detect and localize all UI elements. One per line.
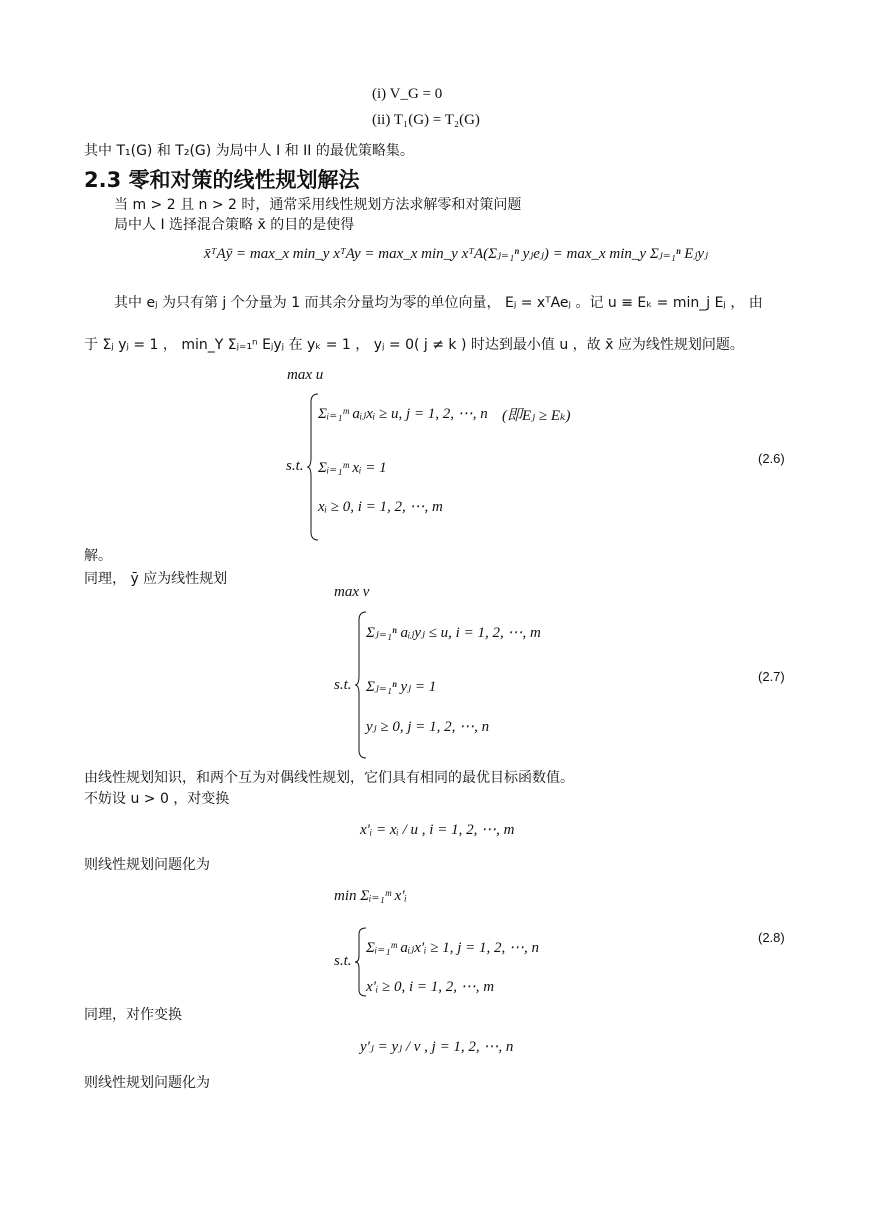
reduce-text-2: 则线性规划问题化为: [84, 1075, 210, 1091]
transform-y: y'ⱼ = yⱼ / v , j = 1, 2, ⋯, n: [360, 1039, 514, 1055]
lp2-constraint-1: Σⱼ₌₁ⁿ aᵢⱼyⱼ ≤ u, i = 1, 2, ⋯, m: [366, 625, 541, 641]
unit-vector-paragraph-line-1: 其中 eⱼ 为只有第 j 个分量为 1 而其余分量均为零的单位向量， Eⱼ = xᵀAeⱼ 。记 u ≡ Eₖ = min_j Eⱼ ， 由: [114, 295, 763, 311]
lp1-st: s.t.: [286, 458, 304, 474]
intro-line-1: 当 m > 2 且 n > 2 时，通常采用线性规划方法求解零和对策问题: [114, 197, 522, 213]
equation-number-2-8: (2.8): [758, 930, 785, 945]
lp1-objective: max u: [287, 367, 324, 383]
lp2-constraint-3: yⱼ ≥ 0, j = 1, 2, ⋯, n: [366, 719, 490, 735]
section-number: 2.3: [84, 168, 122, 192]
intro-line-2: 局中人 I 选择混合策略 x̄ 的目的是使得: [114, 217, 355, 233]
lp3-objective: min Σᵢ₌₁ᵐ x'ᵢ: [334, 888, 407, 904]
lp3-st: s.t.: [334, 953, 352, 969]
lp2-objective: max v: [334, 584, 370, 600]
assume-u-positive: 不妨设 u > 0 ，对变换: [84, 791, 230, 807]
unit-vector-paragraph-line-2: 于 Σⱼ yⱼ = 1 ， min_Y Σⱼ₌₁ⁿ Eⱼyⱼ 在 yₖ = 1 ， yⱼ = 0( j ≠ k ) 时达到最小值 u ，故 x̄ 应为线性规划问题。: [84, 337, 744, 353]
lp1-trailing-text: 解。: [84, 548, 112, 564]
lp2-st: s.t.: [334, 677, 352, 693]
lp1-constraint-2: Σᵢ₌₁ᵐ xᵢ = 1: [318, 460, 387, 476]
condition-i: (i) V_G = 0: [372, 86, 443, 102]
reduce-text-1: 则线性规划问题化为: [84, 857, 210, 873]
likewise-y-text: 同理， ȳ 应为线性规划: [84, 571, 228, 587]
equation-number-2-7: (2.7): [758, 669, 785, 684]
optimal-strategy-note: 其中 T₁(G) 和 T₂(G) 为局中人 I 和 II 的最优策略集。: [84, 143, 414, 159]
transform-x: x'ᵢ = xᵢ / u , i = 1, 2, ⋯, m: [360, 822, 515, 838]
lp1-constraint-1: Σᵢ₌₁ᵐ aᵢⱼxᵢ ≥ u, j = 1, 2, ⋯, n: [318, 406, 488, 422]
lp1-constraint-1-note: (即Eⱼ ≥ Eₖ): [502, 408, 571, 424]
lp3-constraint-2: x'ᵢ ≥ 0, i = 1, 2, ⋯, m: [366, 979, 495, 995]
condition-ii: (ii) T₁(G) = T₂(G): [372, 112, 480, 128]
lp1-constraint-3: xᵢ ≥ 0, i = 1, 2, ⋯, m: [318, 499, 443, 515]
lp3-constraint-1: Σᵢ₌₁ᵐ aᵢⱼx'ᵢ ≥ 1, j = 1, 2, ⋯, n: [366, 940, 540, 956]
section-title: 零和对策的线性规划解法: [128, 168, 360, 192]
section-heading: [84, 164, 360, 194]
equation-number-2-6: (2.6): [758, 451, 785, 466]
lp2-constraint-2: Σⱼ₌₁ⁿ yⱼ = 1: [366, 679, 437, 695]
main-equation: x̄ᵀAȳ = max_x min_y xᵀAy = max_x min_y xᵀA(Σⱼ₌₁ⁿ yⱼeⱼ) = max_x min_y Σⱼ₌₁ⁿ Eⱼyⱼ: [204, 246, 709, 262]
likewise-transform-text: 同理，对作变换: [84, 1007, 182, 1023]
duality-note: 由线性规划知识，和两个互为对偶线性规划，它们具有相同的最优目标函数值。: [84, 770, 574, 786]
